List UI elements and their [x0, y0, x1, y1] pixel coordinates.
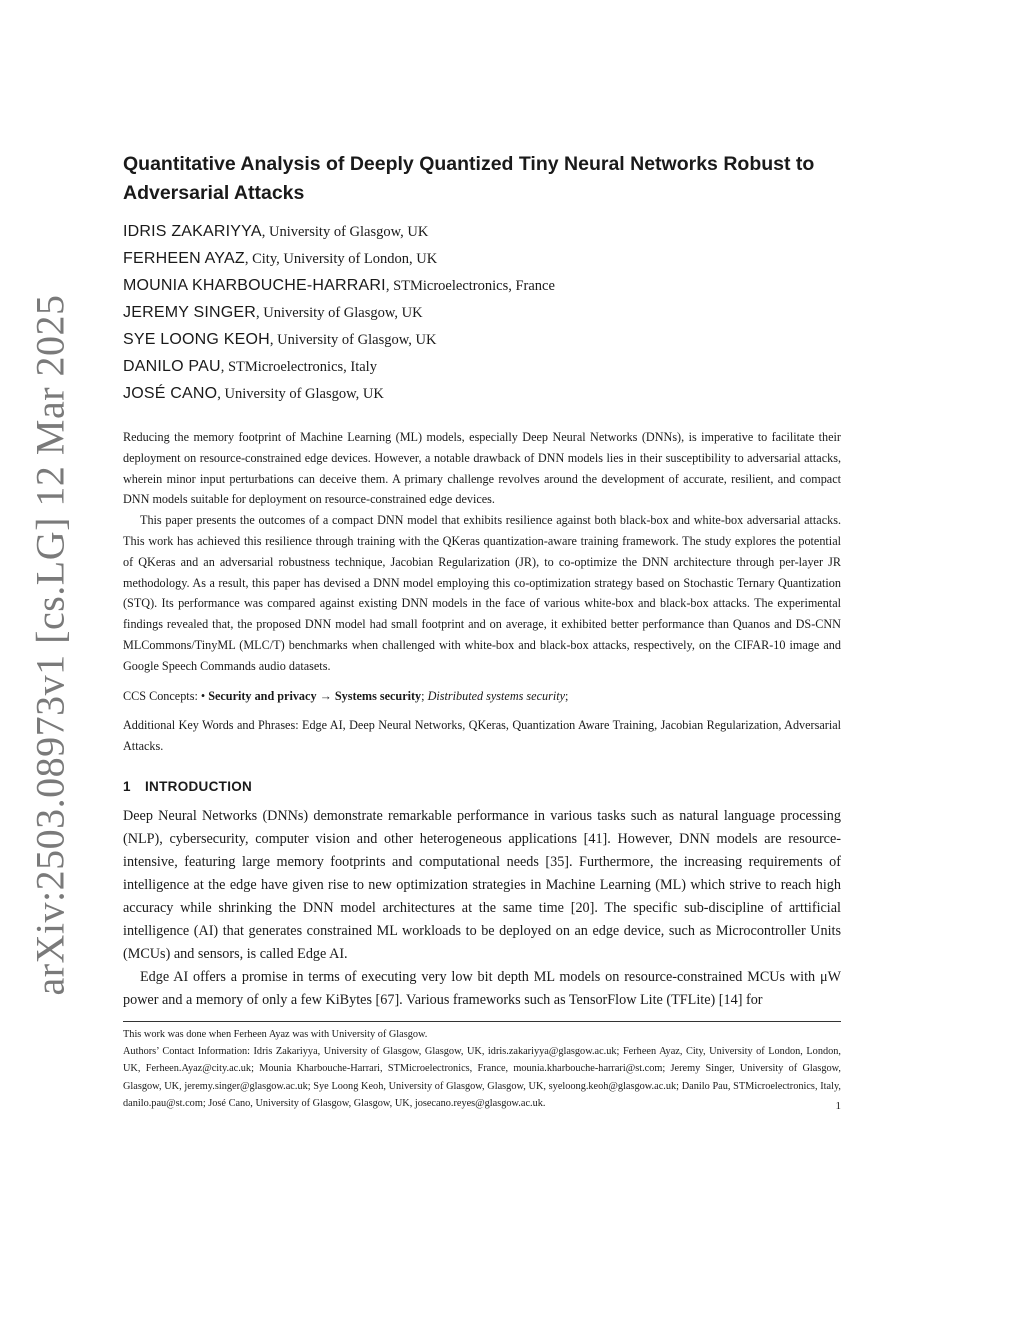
ccs-prefix: CCS Concepts: •	[123, 688, 209, 703]
author-name: JEREMY SINGER	[123, 304, 256, 321]
page-number: 1	[835, 1100, 841, 1112]
ccs-concept: Distributed systems security	[427, 688, 566, 703]
section-number: 1	[123, 778, 131, 794]
author-affiliation: , STMicroelectronics, France	[385, 278, 555, 294]
section-title: INTRODUCTION	[145, 778, 253, 794]
author-affiliation: , University of Glasgow, UK	[256, 305, 423, 321]
ccs-separator: ;	[421, 688, 428, 703]
author-affiliation: , University of Glasgow, UK	[217, 386, 384, 402]
keywords: Additional Key Words and Phrases: Edge AI, Deep Neural Networks, QKeras, Quantization Aware Training, Jacobian Regularization, Adversarial Attacks.	[123, 718, 841, 754]
body-paragraph: Deep Neural Networks (DNNs) demonstrate remarkable performance in various tasks such as natural language processing (NLP), cybersecurity, computer vision and other heterogeneous applications [41]. However, DNN models are resource-intensive, featuring large memory footprints and computational needs [35]. Furthermore, the increasing requirements of intelligence at the edge have given rise to new optimization strategies in Machine Learning (ML) which strive to reach high accuracy while shrinking the DNN model architectures at the same time [20]. The specific sub-discipline of arttificial intelligence (AI) that generates constrained ML workloads to be deployed on an edge device, such as Microcontroller Units (MCUs) and sensors, is called Edge AI.	[123, 807, 841, 962]
author-affiliation: , STMicroelectronics, Italy	[220, 359, 377, 375]
ccs-suffix: ;	[565, 688, 569, 703]
footnote: This work was done when Ferheen Ayaz was with University of Glasgow.	[123, 1028, 428, 1040]
paper-page	[123, 150, 841, 1112]
author-name: DANILO PAU	[123, 358, 221, 375]
footnote-divider	[123, 1021, 841, 1022]
ccs-concept: Security and privacy	[208, 688, 317, 703]
author-name: FERHEEN AYAZ	[123, 250, 245, 267]
arxiv-identifier: arXiv:2503.08973v1 [cs.LG] 12 Mar 2025	[27, 294, 73, 996]
footnote: Authors’ Contact Information: Idris Zakariyya, University of Glasgow, Glasgow, UK, idris.zakariyya@glasgow.ac.uk; Ferheen Ayaz, City, University of London, London, UK, Ferheen.Ayaz@city.ac.uk; Mounia Kharbouche-Harrari, STMicroelectronics, France, mounia.kharbouche-harrari@st.com; Jeremy Singer, University of Glasgow, Glasgow, UK, jeremy.singer@glasgow.ac.uk; Sye Loong Keoh, University of Glasgow, Glasgow, UK, syeloong.keoh@glasgow.ac.uk; Danilo Pau, STMicroelectronics, Italy, danilo.pau@st.com; José Cano, University of Glasgow, Glasgow, UK, josecano.reyes@glasgow.ac.uk.	[123, 1046, 841, 1109]
author-affiliation: , University of Glasgow, UK	[261, 224, 429, 240]
ccs-concepts	[123, 686, 841, 707]
body-paragraph: Edge AI offers a promise in terms of executing very low bit depth ML models on resource-constrained MCUs with μW power and a memory of only a few KiBytes [67]. Various frameworks such as TensorFlow Lite (TFLite) [14] for	[123, 968, 841, 1008]
author-affiliation: , University of Glasgow, UK	[269, 332, 437, 348]
author-name: IDRIS ZAKARIYYA	[123, 223, 262, 240]
author-list	[123, 218, 841, 407]
author-entry	[123, 299, 841, 326]
author-affiliation: , City, University of London, UK	[244, 251, 438, 267]
author-name: SYE LOONG KEOH	[123, 331, 270, 348]
ccs-arrow: →	[316, 688, 335, 703]
author-entry	[123, 353, 841, 380]
section-heading	[123, 777, 841, 797]
author-entry	[123, 245, 841, 272]
footnotes	[123, 1026, 841, 1112]
paper-title: Quantitative Analysis of Deeply Quantized Tiny Neural Networks Robust to Adversarial Attacks	[123, 153, 815, 204]
ccs-concept: Systems security	[334, 688, 422, 703]
author-name: JOSÉ CANO	[123, 385, 218, 402]
abstract	[123, 427, 841, 677]
author-entry	[123, 218, 841, 245]
abstract-paragraph: This paper presents the outcomes of a compact DNN model that exhibits resilience against both black-box and white-box adversarial attacks. This work has achieved this resilience through training with the QKeras quantization-aware training framework. The study explores the potential of QKeras and an adversarial robustness technique, Jacobian Regularization (JR), to co-optimize the DNN architecture through per-layer JR methodology. As a result, this paper has devised a DNN model employing this co-optimization strategy based on Stochastic Ternary Quantization (STQ). Its performance was compared against existing DNN models in the face of various white-box and black-box attacks. The experimental findings revealed that, the proposed DNN model had small footprint and on average, it exhibited better performance than Quanos and DS-CNN MLCommons/TinyML (MLC/T) benchmarks when challenged with white-box and black-box attacks, respectively, on the CIFAR-10 image and Google Speech Commands audio datasets.	[123, 513, 841, 673]
section-body	[123, 805, 841, 1012]
author-entry	[123, 272, 841, 299]
author-entry	[123, 326, 841, 353]
abstract-paragraph: Reducing the memory footprint of Machine Learning (ML) models, especially Deep Neural Networks (DNNs), is imperative to facilitate their deployment on resource-constrained edge devices. However, a notable drawback of DNN models lies in their susceptibility to adversarial attacks, wherein minor input perturbations can deceive them. A primary challenge revolves around the development of accurate, resilient, and compact DNN models suitable for deployment on resource-constrained edge devices.	[123, 430, 841, 507]
author-entry	[123, 380, 841, 407]
author-name: MOUNIA KHARBOUCHE-HARRARI	[123, 277, 386, 294]
